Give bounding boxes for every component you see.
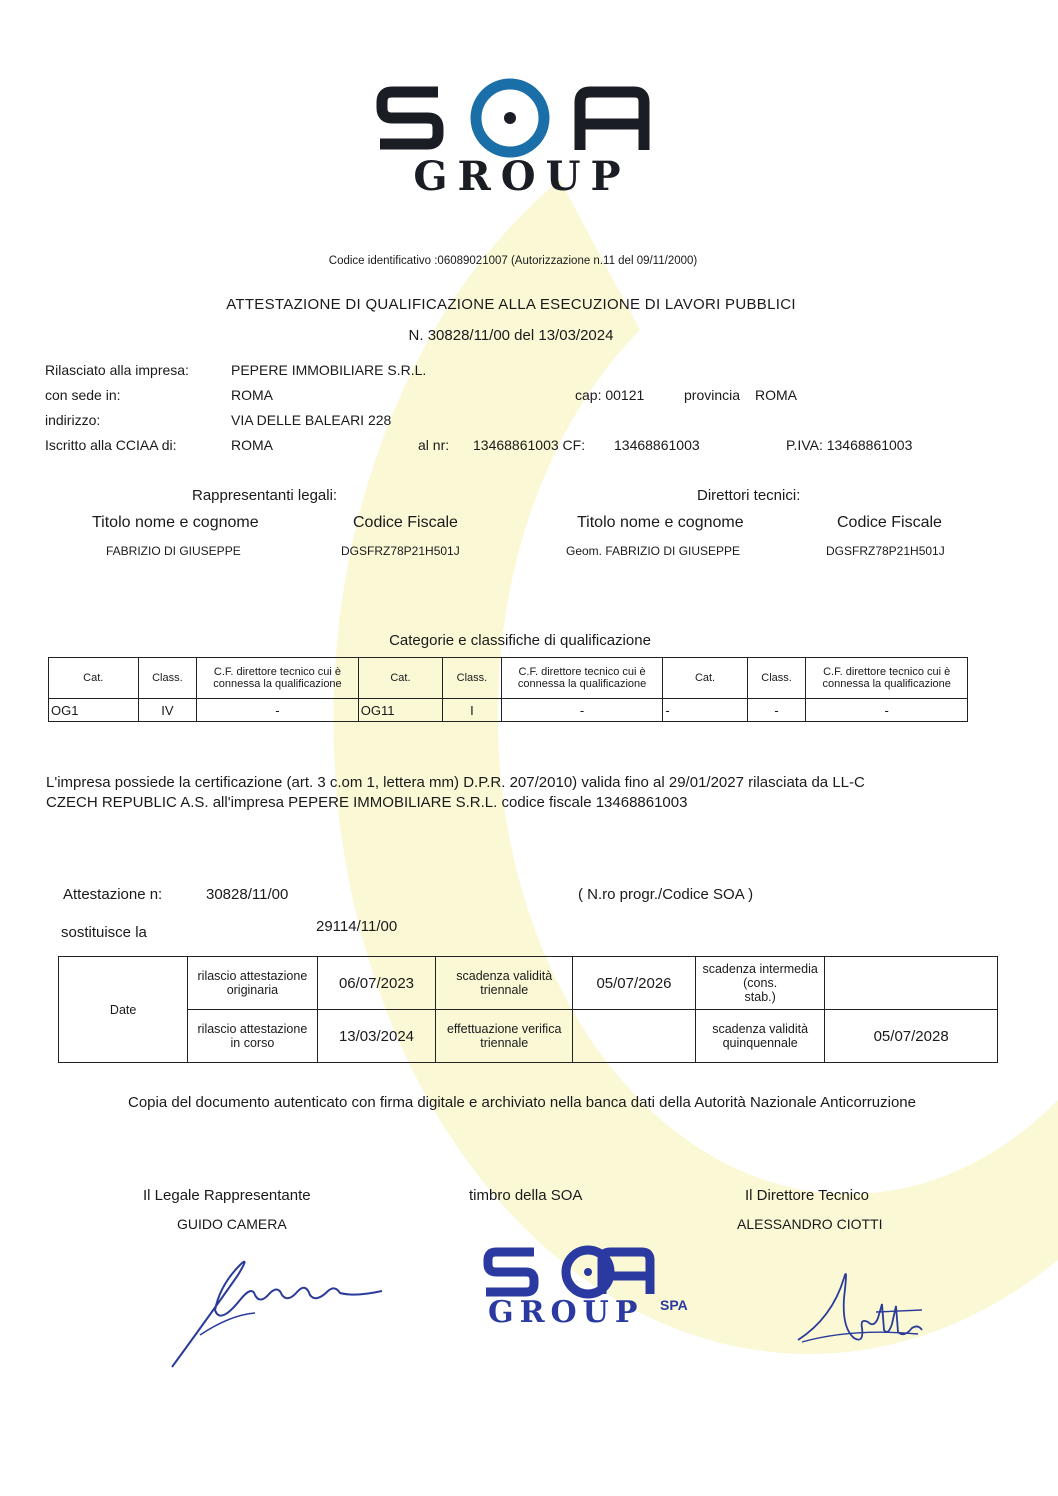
certification-line-1: L'impresa possiede la certificazione (art. 3 c.om 1, lettera mm) D.P.R. 207/2010) valida fino al 29/01/2027 rilasciata da LL-C	[46, 774, 865, 791]
copy-note: Copia del documento autenticato con firma digitale e archiviato nella banca dati della Autorità Nazionale Anticorruzione	[128, 1094, 916, 1111]
legali-col-name: Titolo nome e cognome	[92, 514, 259, 531]
cciaa-value: ROMA	[231, 437, 273, 453]
sostituisce-value: 29114/11/00	[316, 918, 398, 935]
tecnico-name: Geom. FABRIZIO DI GIUSEPPE	[566, 544, 741, 558]
legale-signature	[160, 1245, 390, 1375]
cf-cell: -	[806, 699, 968, 722]
nr-cf-value: 13468861003 CF:	[473, 437, 586, 453]
col-class: Class.	[138, 658, 197, 699]
label-sede: con sede in:	[45, 387, 121, 403]
tecnici-heading: Direttori tecnici:	[697, 487, 801, 504]
sede-value: ROMA	[231, 387, 273, 403]
scadenza-triennale-value: 05/07/2026	[572, 957, 695, 1010]
cat-cell: -	[663, 699, 747, 722]
cf-value: 13468861003	[614, 437, 700, 453]
legale-name: FABRIZIO DI GIUSEPPE	[106, 544, 241, 558]
indirizzo-value: VIA DELLE BALEARI 228	[231, 412, 392, 428]
direttore-signer-name: ALESSANDRO CIOTTI	[737, 1216, 883, 1232]
table-row	[59, 1010, 998, 1063]
attestazione-value: 30828/11/00	[206, 886, 289, 903]
label-attestazione: Attestazione n:	[63, 886, 163, 903]
scadenza-intermedia-value	[825, 957, 998, 1010]
provincia-value: ROMA	[755, 387, 797, 403]
col-cf-tecnico: C.F. direttore tecnico cui è connessa la qualificazione	[806, 658, 968, 699]
class-cell: I	[443, 699, 502, 722]
categories-heading: Categorie e classifiche di qualificazione	[389, 632, 651, 649]
certification-line-2: CZECH REPUBLIC A.S. all'impresa PEPERE IMMOBILIARE S.R.L. codice fiscale 13468861003	[46, 794, 688, 811]
label-indirizzo: indirizzo:	[45, 412, 101, 428]
label-provincia: provincia	[684, 387, 741, 403]
rilascio-corso-value: 13/03/2024	[317, 1010, 436, 1063]
soa-group-logo	[372, 62, 672, 202]
legale-cf: DGSFRZ78P21H501J	[341, 544, 460, 558]
direttore-signature	[792, 1258, 932, 1358]
col-cf-tecnico: C.F. direttore tecnico cui è connessa la qualificazione	[197, 658, 359, 699]
col-class: Class.	[747, 658, 806, 699]
col-cat: Cat.	[49, 658, 139, 699]
legale-label: Il Legale Rappresentante	[143, 1187, 311, 1204]
col-cat: Cat.	[358, 658, 442, 699]
col-cat: Cat.	[663, 658, 747, 699]
table-row	[59, 957, 998, 1010]
timbro-label: timbro della SOA	[469, 1187, 583, 1204]
dates-label: Date	[59, 957, 188, 1063]
impresa-value: PEPERE IMMOBILIARE S.R.L.	[231, 362, 427, 378]
progr-note: ( N.ro progr./Codice SOA )	[578, 886, 754, 903]
cat-cell: OG11	[358, 699, 442, 722]
tecnici-col-cf: Codice Fiscale	[837, 514, 942, 531]
stamp-group-text: GROUP	[488, 1295, 644, 1330]
document-number: N. 30828/11/00 del 13/03/2024	[408, 327, 614, 344]
codice-identificativo: Codice identificativo :06089021007 (Autorizzazione n.11 del 09/11/2000)	[328, 255, 698, 267]
stamp-spa-text: SPA	[660, 1297, 688, 1313]
legali-col-cf: Codice Fiscale	[353, 514, 458, 531]
tecnico-cf: DGSFRZ78P21H501J	[826, 544, 945, 558]
table-row	[49, 658, 968, 699]
logo-group-text: GROUP	[413, 153, 631, 200]
soa-stamp	[482, 1244, 712, 1334]
label-cciaa: Iscritto alla CCIAA di:	[45, 437, 177, 453]
label-nr: al nr:	[418, 437, 450, 453]
rilascio-originaria-value: 06/07/2023	[317, 957, 436, 1010]
scadenza-quinquennale-value: 05/07/2028	[825, 1010, 998, 1063]
direttore-label: Il Direttore Tecnico	[745, 1187, 869, 1204]
class-cell: -	[747, 699, 806, 722]
col-cf-tecnico: C.F. direttore tecnico cui è connessa la qualificazione	[501, 658, 663, 699]
table-row	[49, 699, 968, 722]
scadenza-triennale-label: scadenza validità triennale	[436, 957, 573, 1010]
legali-heading: Rappresentanti legali:	[192, 487, 338, 504]
verifica-triennale-value	[572, 1010, 695, 1063]
label-sostituisce: sostituisce la	[61, 924, 147, 941]
cf-cell: -	[501, 699, 663, 722]
piva-value: P.IVA: 13468861003	[786, 437, 913, 453]
document-title: ATTESTAZIONE DI QUALIFICAZIONE ALLA ESECUZIONE DI LAVORI PUBBLICI	[226, 296, 796, 313]
legale-signer-name: GUIDO CAMERA	[177, 1216, 287, 1232]
cf-cell: -	[197, 699, 359, 722]
verifica-triennale-label: effettuazione verifica triennale	[436, 1010, 573, 1063]
rilascio-originaria-label: rilascio attestazione originaria	[188, 957, 317, 1010]
cat-cell: OG1	[49, 699, 139, 722]
scadenza-intermedia-label: scadenza intermedia (cons. stab.)	[696, 957, 825, 1010]
label-impresa: Rilasciato alla impresa:	[45, 362, 189, 378]
tecnici-col-name: Titolo nome e cognome	[577, 514, 744, 531]
col-class: Class.	[443, 658, 502, 699]
dates-table	[58, 956, 998, 1063]
rilascio-corso-label: rilascio attestazione in corso	[188, 1010, 317, 1063]
scadenza-quinquennale-label: scadenza validità quinquennale	[696, 1010, 825, 1063]
categories-table	[48, 657, 968, 722]
class-cell: IV	[138, 699, 197, 722]
cap-value: cap: 00121	[575, 387, 645, 403]
